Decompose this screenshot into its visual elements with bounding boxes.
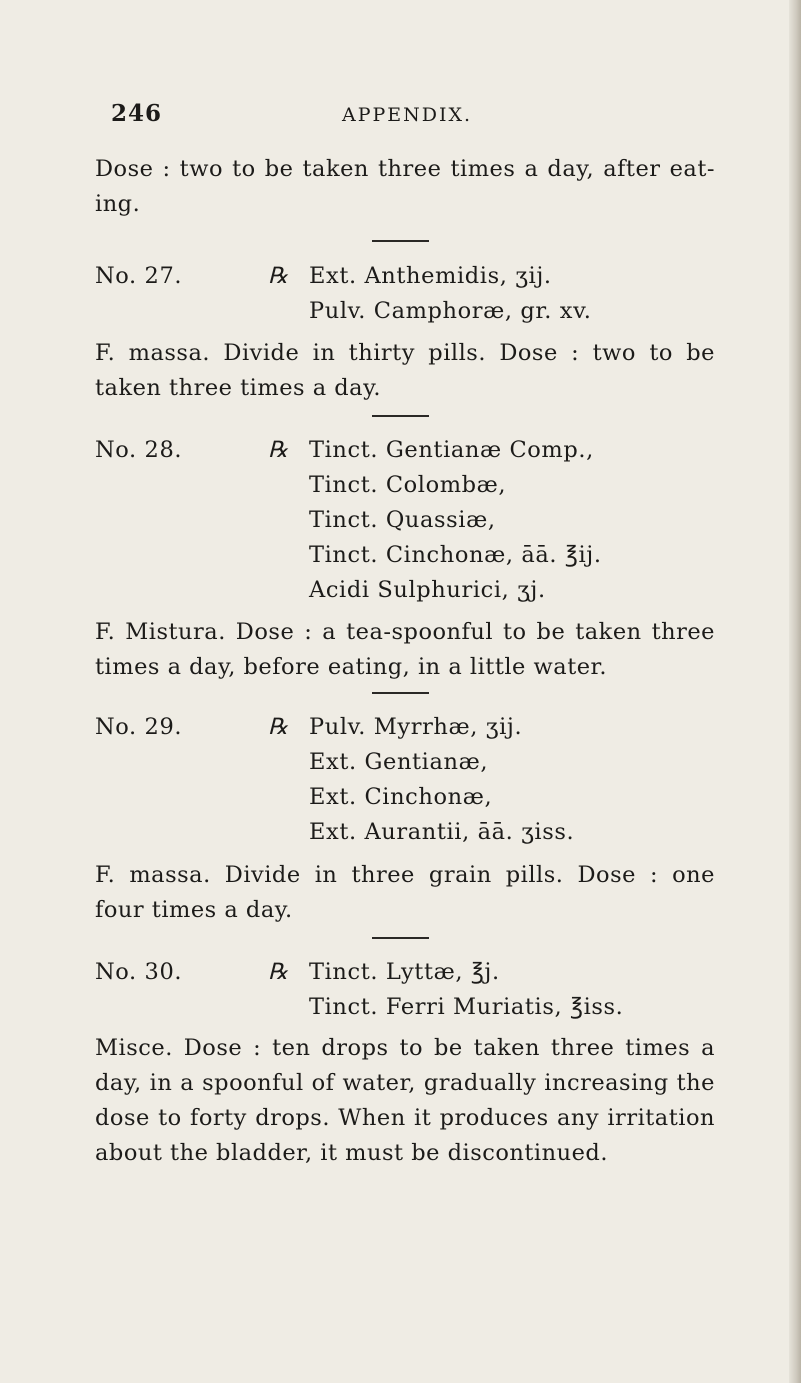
text-line: dose to forty drops. When it produces any irritation (95, 1105, 715, 1131)
prescription-27 (95, 259, 715, 329)
ingredient-line: Tinct. Colombæ, (309, 472, 507, 498)
section-divider (372, 937, 429, 939)
recipe-symbol: ℞ (268, 437, 289, 463)
ingredient-line: Ext. Gentianæ, (309, 749, 489, 775)
recipe-symbol: ℞ (268, 714, 289, 740)
prescription-30-directions (95, 1031, 715, 1171)
ingredient-line: Ext. Aurantii, āā. ʒiss. (309, 819, 575, 845)
text-line: F. massa. Divide in thirty pills. Dose : two to be (95, 340, 715, 366)
ingredient-line: Pulv. Camphoræ, gr. xv. (309, 298, 592, 324)
prescription-number: No. 27. (95, 263, 183, 289)
ingredient-line: Tinct. Cinchonæ, āā. ℥ij. (309, 542, 602, 568)
text-line: Dose : two to be taken three times a day, after eat- (95, 156, 715, 182)
prescription-28-directions (95, 615, 715, 685)
page-header (111, 100, 711, 134)
ingredient-line: Ext. Anthemidis, ʒij. (309, 263, 552, 289)
recipe-symbol: ℞ (268, 959, 289, 985)
ingredient-line: Tinct. Quassiæ, (309, 507, 496, 533)
section-divider (372, 692, 429, 694)
prescription-29-directions (95, 858, 715, 928)
intro-paragraph (95, 152, 715, 222)
text-line: about the bladder, it must be discontinued. (95, 1140, 608, 1166)
section-divider (372, 415, 429, 417)
text-line: four times a day. (95, 897, 293, 923)
text-line: F. Mistura. Dose : a tea-spoonful to be taken three (95, 619, 715, 645)
text-line: taken three times a day. (95, 375, 381, 401)
prescription-number: No. 30. (95, 959, 183, 985)
ingredient-line: Tinct. Lyttæ, ℥j. (309, 959, 500, 985)
recipe-symbol: ℞ (268, 263, 289, 289)
ingredient-line: Pulv. Myrrhæ, ʒij. (309, 714, 523, 740)
prescription-number: No. 28. (95, 437, 183, 463)
prescription-30 (95, 955, 715, 1025)
running-head: APPENDIX. (342, 104, 473, 126)
text-line: Misce. Dose : ten drops to be taken three times a (95, 1035, 715, 1061)
text-line: times a day, before eating, in a little water. (95, 654, 607, 680)
page-number: 246 (111, 100, 163, 127)
prescription-number: No. 29. (95, 714, 183, 740)
ingredient-line: Tinct. Gentianæ Comp., (309, 437, 594, 463)
text-line: ing. (95, 191, 141, 217)
prescription-27-directions (95, 336, 715, 406)
ingredient-line: Acidi Sulphurici, ʒj. (309, 577, 546, 603)
prescription-28 (95, 433, 715, 608)
ingredient-line: Ext. Cinchonæ, (309, 784, 493, 810)
page-edge-shadow (789, 0, 801, 1383)
ingredient-line: Tinct. Ferri Muriatis, ℥iss. (309, 994, 624, 1020)
prescription-29 (95, 710, 715, 850)
section-divider (372, 240, 429, 242)
text-line: F. massa. Divide in three grain pills. Dose : one (95, 862, 715, 888)
text-line: day, in a spoonful of water, gradually increasing the (95, 1070, 715, 1096)
